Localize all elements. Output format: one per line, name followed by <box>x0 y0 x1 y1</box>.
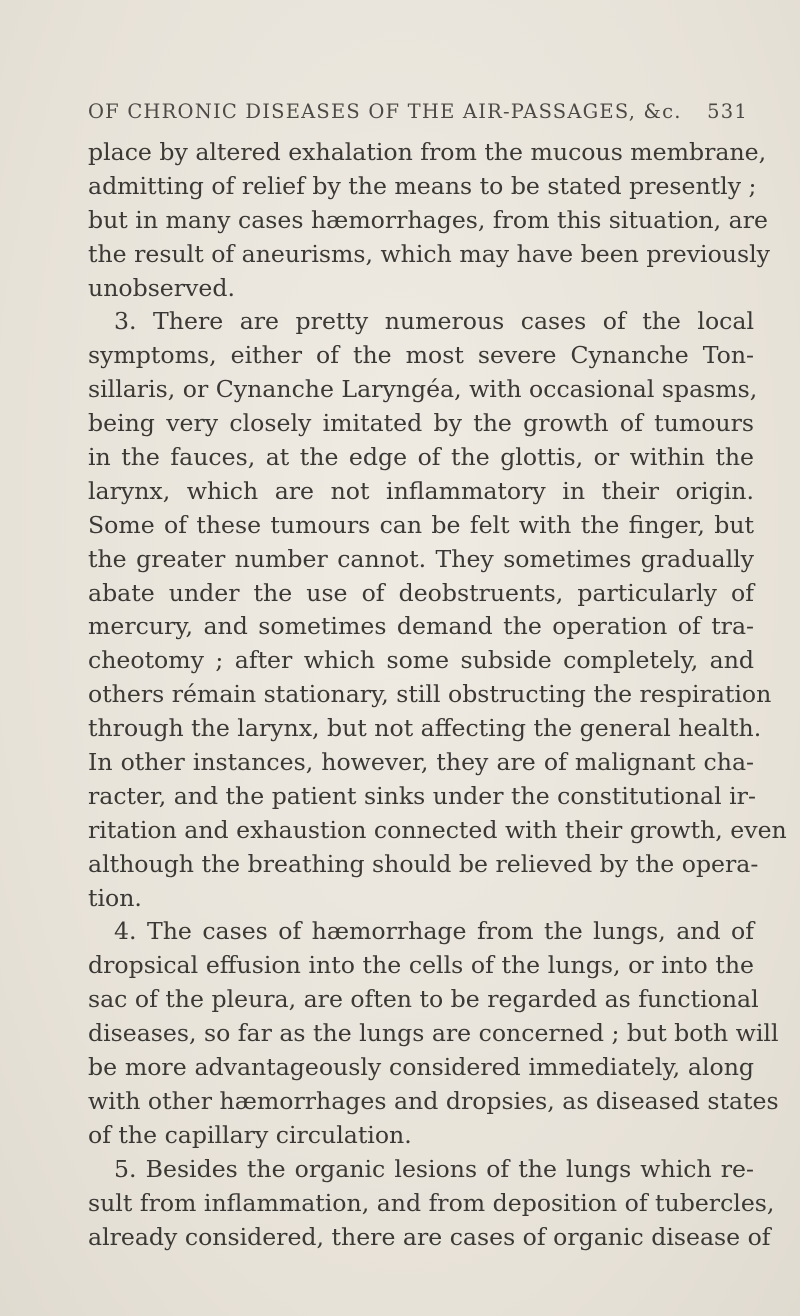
text-line: but in many cases hæmorrhages, from this situation, are <box>88 205 768 234</box>
text-line: In other instances, however, they are of malignant cha- <box>88 748 754 777</box>
text-line: sillaris, or Cynanche Laryngéa, with occasional spasms, <box>88 375 758 404</box>
text-line: although the breathing should be relieved by the opera- <box>88 849 759 878</box>
page-number: 531 <box>707 100 748 123</box>
text-line: of the capillary circulation. <box>88 1120 412 1149</box>
text-line: the result of aneurisms, which may have been previously <box>88 239 770 268</box>
text-line: ritation and exhaustion connected with their growth, even <box>88 815 787 844</box>
text-line: racter, and the patient sinks under the constitutional ir- <box>88 781 756 810</box>
text-line: be more advantageously considered immediately, along <box>88 1053 754 1082</box>
text-line: unobserved. <box>88 273 235 302</box>
text-line: larynx, which are not inflammatory in their origin. <box>88 476 754 505</box>
running-title: OF CHRONIC DISEASES OF THE AIR-PASSAGES, &c. <box>88 100 682 123</box>
text-line: sac of the pleura, are often to be regarded as functional <box>88 985 759 1014</box>
text-line: 3. There are pretty numerous cases of the local <box>114 307 754 336</box>
text-line: place by altered exhalation from the mucous membrane, <box>88 138 767 166</box>
text-line: Some of these tumours can be felt with the finger, but <box>88 510 754 539</box>
text-line: already considered, there are cases of organic disease of <box>88 1222 771 1251</box>
text-line: mercury, and sometimes demand the operation of tra- <box>88 612 754 641</box>
text-line: being very closely imitated by the growth of tumours <box>88 409 754 438</box>
text-line: with other hæmorrhages and dropsies, as diseased states <box>88 1086 779 1115</box>
text-line: symptoms, either of the most severe Cynanche Ton- <box>88 341 754 370</box>
text-line: the greater number cannot. They sometimes gradually <box>88 544 754 573</box>
text-line: cheotomy ; after which some subside completely, and <box>88 646 754 675</box>
text-line: in the fauces, at the edge of the glottis, or within the <box>88 443 754 472</box>
text-line: through the larynx, but not affecting the general health. <box>88 714 762 743</box>
text-line: sult from inflammation, and from deposition of tubercles, <box>88 1188 775 1217</box>
running-header <box>88 100 748 123</box>
body-text <box>88 136 787 1254</box>
text-line: 4. The cases of hæmorrhage from the lungs, and of <box>114 917 754 946</box>
text-line: others rémain stationary, still obstructing the respiration <box>88 680 772 709</box>
text-line: dropsical effusion into the cells of the lungs, or into the <box>88 951 754 980</box>
text-line: 5. Besides the organic lesions of the lungs which re- <box>114 1154 754 1183</box>
text-line: abate under the use of deobstruents, particularly of <box>88 578 754 607</box>
text-line: admitting of relief by the means to be stated presently ; <box>88 171 757 200</box>
text-line: diseases, so far as the lungs are concerned ; but both will <box>88 1019 779 1048</box>
text-line: tion. <box>88 883 142 912</box>
